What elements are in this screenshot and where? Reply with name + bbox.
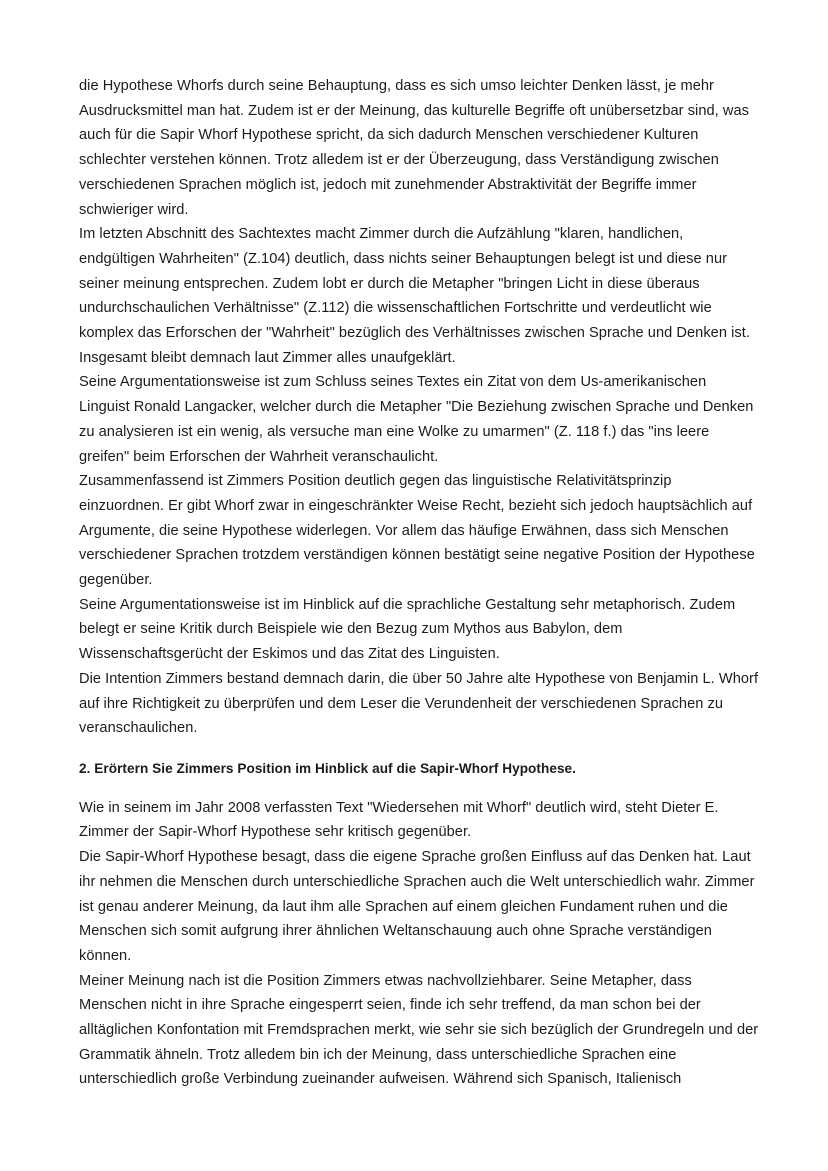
paragraph-summary: Zusammenfassend ist Zimmers Position deutlich gegen das linguistische Relativitätsprinzip einzuordnen. Er gibt Whorf zwar in eingeschränkter Weise Recht, bezieht sich jedoch hauptsächlich auf Argumente, die seine Hypothese widerlegen. Vor allem das häufige Erwähnen, dass sich Menschen verschiedener Sprachen trotzdem verständigen können bestätigt seine negative Position der Hypothese gegenüber. [79,473,755,589]
section-heading: 2. Erörtern Sie Zimmers Position im Hinblick auf die Sapir-Whorf Hypothese. [79,760,576,776]
paragraph-opinion: Meiner Meinung nach ist die Position Zimmers etwas nachvollziehbarer. Seine Metapher, dass Menschen nicht in ihre Sprache eingesperrt seien, finde ich sehr treffend, da man schon bei der alltäglichen Konfontation mit Fremdsprachen merkt, wie sehr sie sich bezüglich der Grundregeln und der Grammatik ähneln. Trotz alledem bin ich der Meinung, dass unterschiedliche Sprachen eine unterschiedlich große Verbindung zueinander aufweisen. Während sich Spanisch, Italienisch [79,972,759,1088]
paragraph-langacker-quote: Seine Argumentationsweise ist zum Schluss seines Textes ein Zitat von dem Us-amerikanischen Linguist Ronald Langacker, welcher durch die Metapher "Die Beziehung zwischen Sprache und Denken zu analysieren ist ein wenig, als versuche man eine Wolke zu umarmen" (Z. 118 f.) das "ins leere greifen" beim Erforschen der Wahrheit veranschaulicht. [79,374,754,465]
paragraph-intention: Die Intention Zimmers bestand demnach darin, die über 50 Jahre alte Hypothese von Benjamin L. Whorf auf ihre Richtigkeit zu überprüfen und dem Leser die Verundenheit der verschiedenen Sprachen zu veranschaulichen. [79,670,759,737]
paragraph-intro-zimmer: Wie in seinem im Jahr 2008 verfassten Text "Wiedersehen mit Whorf" deutlich wird, steht Dieter E. Zimmer der Sapir-Whorf Hypothese sehr kritisch gegenüber. [79,799,719,841]
paragraph-argumentation: Seine Argumentationsweise ist im Hinblick auf die sprachliche Gestaltung sehr metaphorisch. Zudem belegt er seine Kritik durch Beispiele wie den Bezug zum Mythos aus Babylon, dem Wissenschaftsgerücht der Eskimos und das Zitat des Linguisten. [79,596,736,663]
paragraph-whorf-hypothesis: die Hypothese Whorfs durch seine Behauptung, dass es sich umso leichter Denken lässt, je mehr Ausdrucksmittel man hat. Zudem ist er der Meinung, das kulturelle Begriffe oft unübersetzbar sind, was auch für die Sapir Whorf Hypothese spricht, da sich dadurch Menschen verschiedener Kulturen schlechter verstehen können. Trotz alledem ist er der Überzeugung, dass Verständigung zwischen verschiedenen Sprachen möglich ist, jedoch mit zunehmender Abstraktivität der Begriffe immer schwieriger wird. [79,78,749,218]
paragraph-last-section: Im letzten Abschnitt des Sachtextes macht Zimmer durch die Aufzählung "klaren, handlichen, endgültigen Wahrheiten" (Z.104) deutlich, dass nichts seiner Behauptungen belegt ist und diese nur seiner meinung entsprechen. Zudem lobt er durch die Metapher "bringen Licht in diese überaus undurchschaulichen Verhältnisse" (Z.112) die wissenschaftlichen Fortschritte und verdeutlicht wie komplex das Erforschen der "Wahrheit" bezüglich des Verhältnisses zwischen Sprache und Denken ist. Insgesamt bleibt demnach laut Zimmer alles unaufgeklärt. [79,226,750,366]
paragraph-sapir-whorf-definition: Die Sapir-Whorf Hypothese besagt, dass die eigene Sprache großen Einfluss auf das Denken hat. Laut ihr nehmen die Menschen durch unterschiedliche Sprachen auch die Welt unterschiedlich wahr. Zimmer ist genau anderer Meinung, da laut ihm alle Sprachen auf einem gleichen Fundament ruhen und die Menschen sich somit aufgrung ihrer ähnlichen Weltanschauung auch ohne Sprache verständigen können. [79,849,755,964]
document-page [79,74,759,1092]
